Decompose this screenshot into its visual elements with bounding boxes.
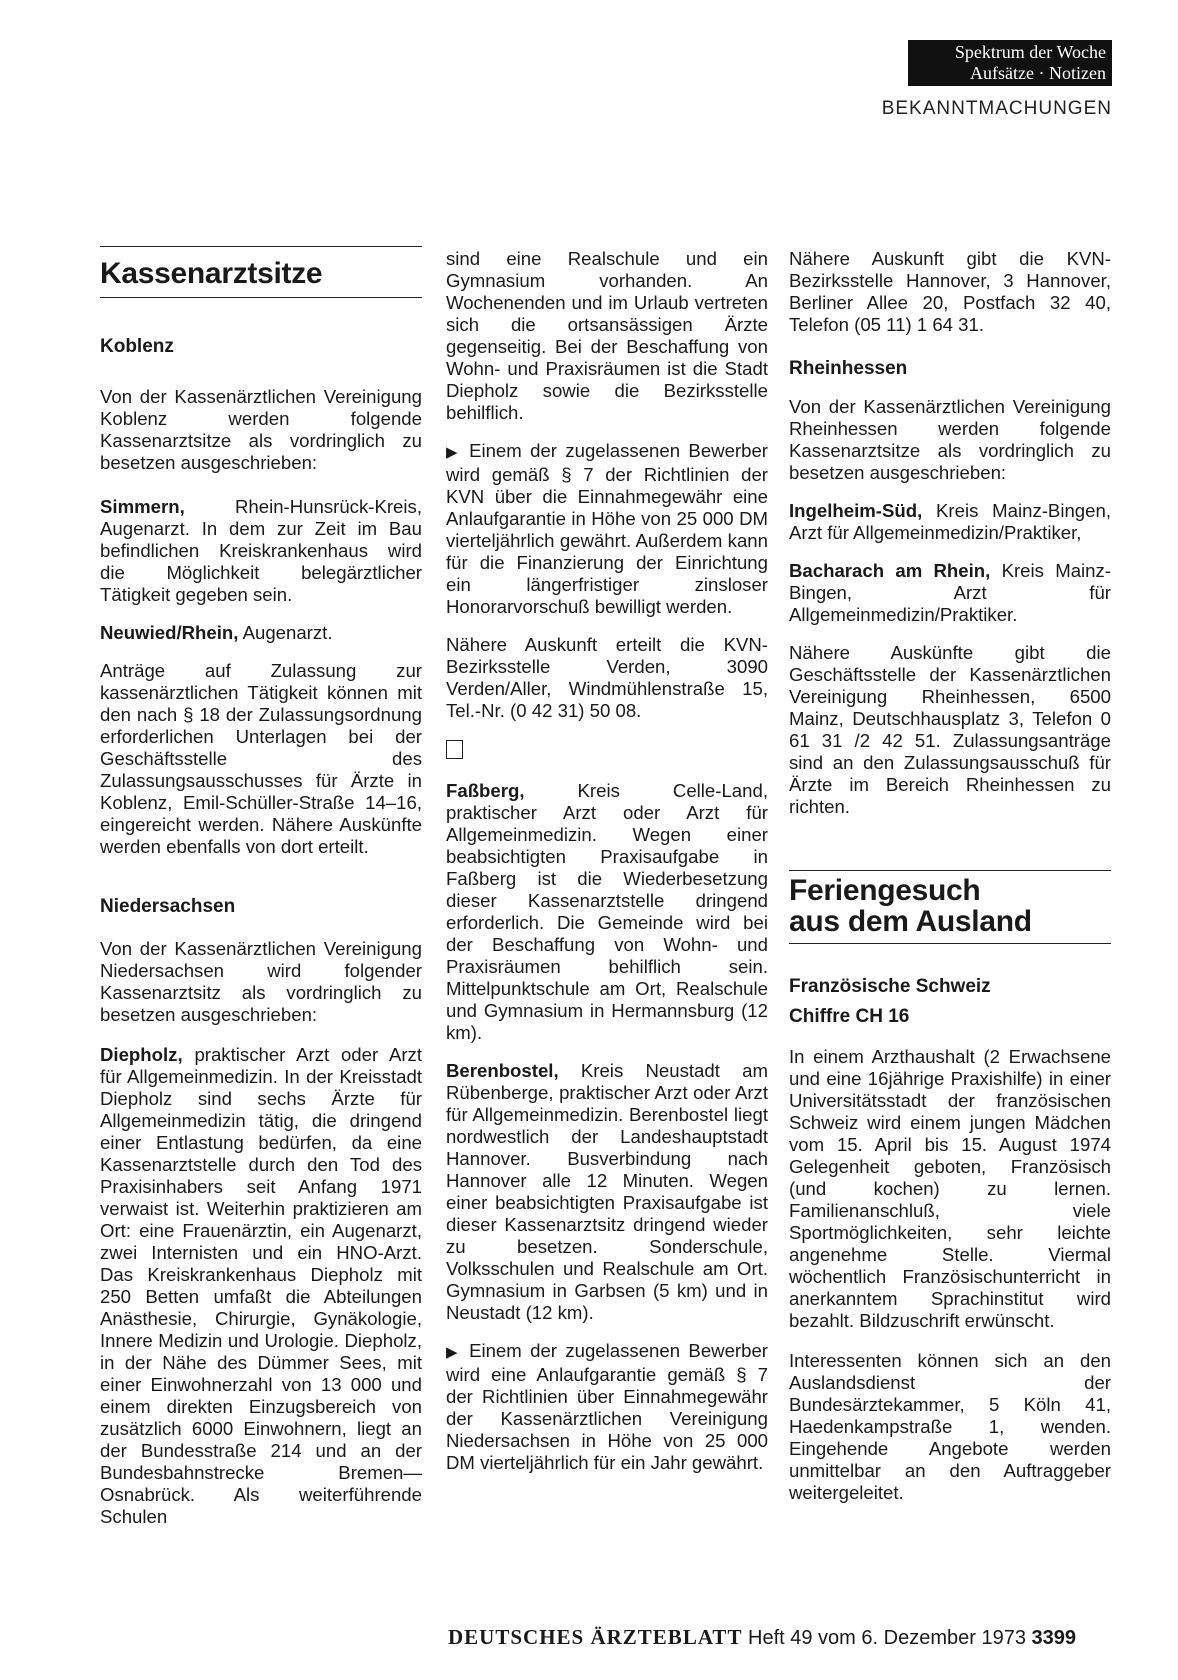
auskunft-verden: Nähere Auskunft erteilt die KVN-Bezirksstelle Verden, 3090 Verden/Aller, Windmühlenstraße 15, Tel.-Nr. (0 42 31) 50 08. [446,634,768,721]
ferien-interessenten: Interessenten können sich an den Auslandsdienst der Bundesärztekammer, 5 Köln 41, Haedenkampstraße 1, wenden. Eingehende Angebote werden unmittelbar an den Auftraggeber weitergeleitet. [789,1350,1111,1503]
masthead-line-1: Spektrum der Woche [954,42,1106,62]
simmern-text: Rhein-Hunsrück-Kreis, Augenarzt. In dem zur Zeit im Bau befindlichen Kreiskrankenhaus wird die Möglichkeit belegärztlicher Tätigkeit gegeben sein. [100,496,422,605]
fassberg-name: Faßberg, [446,780,525,801]
column-2 [446,248,768,1474]
ferien-title [789,875,1111,937]
diepholz-name: Diepholz, [100,1044,183,1065]
ingelheim-entry [789,500,1111,544]
berenbostel-text: Kreis Neustadt am Rübenberge, praktischer Arzt oder Arzt für Allgemeinmedizin. Berenbostel liegt nordwestlich der Landeshauptstadt Hannover. Busverbindung nach Hannover alle 12 Minuten. Wegen einer beabsichtigten Praxisaufgabe ist dieser Kassenarztsitz dringend wieder zu besetzen. Sonderschule, Volksschulen und Realschule am Ort. Gymnasium in Garbsen (5 km) und in Neustadt (12 km). [446,1060,768,1323]
berenbostel-name: Berenbostel, [446,1060,559,1081]
column-3 [789,248,1111,1504]
title-rule-bottom [100,297,422,298]
arrow-icon: ▶ [446,444,461,461]
diepholz-text: praktischer Arzt oder Arzt für Allgemeinmedizin. In der Kreisstadt Diepholz sind sechs Ärzte für Allgemeinmedizin tätig, die dringend einer Entlastung bedürfen, da eine Kassenarztstelle durch den Tod des Praxisinhabers seit Anfang 1971 verwaist ist. Weiterhin praktizieren am Ort: eine Frauenärztin, ein Augenarzt, zwei Internisten und ein HNO-Arzt. Das Kreiskrankenhaus Diepholz mit 250 Betten umfaßt die Abteilungen Anästhesie, Chirurgie, Gynäkologie, Innere Medizin und Urologie. Diepholz, in der Nähe des Dümmer Sees, mit einer Einwohnerzahl von 13 000 und einem direkten Einzugsbereich von zusätzlich 6000 Einwohnern, liegt an der Bundesstraße 214 und an der Bundesbahnstrecke Bremen—Osnabrück. Als weiterführende Schulen [100,1044,422,1527]
ferien-chiffre: Chiffre CH 16 [789,1006,910,1027]
ferien-text: In einem Arzthaushalt (2 Erwachsene und eine 16jährige Praxishilfe) in einer Universitätsstadt der französischen Schweiz wird einem jungen Mädchen vom 15. April bis 15. August 1974 Gelegenheit geboten, Französisch (und kochen) zu lernen. Familienanschluß, viele Sportmöglichkeiten, sehr leichte angenehme Stelle. Viermal wöchentlich Französischunterricht in anerkanntem Sprachinstitut wird bezahlt. Bildzuschrift erwünscht. [789,1046,1111,1331]
rheinhessen-auskuenfte: Nähere Auskünfte gibt die Geschäftsstelle der Kassenärztlichen Vereinigung Rheinhessen, 6500 Mainz, Deutschhausplatz 3, Telefon 0 61 31 /2 42 51. Zulassungsanträge sind an den Zulassungsausschuß für Ärzte im Bereich Rheinhessen zu richten. [789,642,1111,817]
ingelheim-name: Ingelheim-Süd, [789,500,923,521]
fassberg-entry [446,780,768,1044]
issue-info: Heft 49 vom 6. Dezember 1973 [748,1627,1026,1649]
box-icon [446,740,463,759]
separator-box [446,740,768,764]
ferien-rule-top [789,870,1111,871]
fassberg-text: Kreis Celle-Land, praktischer Arzt oder Arzt für Allgemeinmedizin. Wegen einer beabsichtigten Praxisaufgabe in Faßberg ist die Wiederbesetzung dieser Kassenarztstelle dringend erforderlich. Die Gemeinde wird bei der Beschaffung von Wohn- und Praxisräumen behilflich sein. Mittelpunktschule am Ort, Realschule und Gymnasium in Hermannsburg (12 km). [446,780,768,1043]
ferien-heading: Französische Schweiz [789,976,991,997]
garantie-1-text: Einem der zugelassenen Bewerber wird gemäß § 7 der Richtlinien der KVN über die Einnahmegewähr eine Anlaufgarantie in Höhe von 25 000 DM vierteljährlich gewährt. Außerdem kann für die Finanzierung der Einrichtung ein längerfristiger zinsloser Honorarvorschuß bewilligt werden. [446,440,768,617]
rheinhessen-intro: Von der Kassenärztlichen Vereinigung Rheinhessen werden folgende Kassenarztsitze als vordringlich zu besetzen ausgeschrieben: [789,396,1111,483]
neuwied-name: Neuwied/Rhein, [100,622,239,643]
section-label: BEKANNTMACHUNGEN [881,98,1112,119]
simmern-name: Simmern, [100,496,185,517]
column-1 [100,246,422,1528]
diepholz-entry [100,1044,422,1528]
diepholz-continued: sind eine Realschule und ein Gymnasium vorhanden. An Wochenenden und im Urlaub vertreten sich die ortsansässigen Ärzte gegenseitig. Bei der Beschaffung von Wohn- und Praxisräumen ist die Stadt Diepholz sowie die Bezirksstelle behilflich. [446,248,768,423]
ferien-title-line-2: aus dem Ausland [789,905,1032,938]
page-number: 3399 [1031,1627,1076,1649]
title-rule-top [100,246,422,247]
masthead-line-2: Aufsätze · Notizen [970,63,1106,83]
niedersachsen-intro: Von der Kassenärztlichen Vereinigung Niedersachsen wird folgender Kassenarztsitz als vordringlich zu besetzen ausgeschrieben: [100,938,422,1025]
garantie-1 [446,440,768,618]
page-footer [448,1625,1076,1650]
garantie-2-text: Einem der zugelassenen Bewerber wird eine Anlaufgarantie gemäß § 7 der Richtlinien über Einnahmegewähr der Kassenärztlichen Vereinigung Niedersachsen in Höhe von 25 000 DM vierteljährlich für ein Jahr gewährt. [446,1340,768,1473]
article-title: Kassenarztsitze [100,257,323,290]
koblenz-heading: Koblenz [100,336,174,357]
berenbostel-entry [446,1060,768,1324]
ingelheim-text: Kreis Mainz-Bingen, Arzt für Allgemeinmedizin/Praktiker, [789,500,1111,543]
niedersachsen-heading: Niedersachsen [100,896,236,917]
masthead [908,40,1112,86]
garantie-2 [446,1340,768,1474]
bacharach-text: Kreis Mainz-Bingen, Arzt für Allgemeinmedizin/Praktiker. [789,560,1111,625]
rheinhessen-heading: Rheinhessen [789,358,908,379]
neuwied-entry [100,622,422,644]
neuwied-text: Augenarzt. [242,622,333,643]
bacharach-name: Bacharach am Rhein, [789,560,991,581]
arrow-icon: ▶ [446,1344,461,1361]
koblenz-antraege: Anträge auf Zulassung zur kassenärztlichen Tätigkeit können mit den nach § 18 der Zulassungsordnung erforderlichen Unterlagen bei der Geschäftsstelle des Zulassungsausschusses für Ärzte in Koblenz, Emil-Schüller-Straße 14–16, eingereicht werden. Nähere Auskünfte werden ebenfalls von dort erteilt. [100,660,422,857]
auskunft-hannover: Nähere Auskunft gibt die KVN-Bezirksstelle Hannover, 3 Hannover, Berliner Allee 20, Postfach 32 40, Telefon (05 11) 1 64 31. [789,248,1111,335]
simmern-entry [100,496,422,606]
koblenz-intro: Von der Kassenärztlichen Vereinigung Koblenz werden folgende Kassenarztsitze als vordringlich zu besetzen ausgeschrieben: [100,386,422,473]
journal-name: DEUTSCHES ÄRZTEBLATT [448,1625,743,1649]
bacharach-entry [789,560,1111,626]
ferien-rule-bottom [789,943,1111,944]
ferien-title-line-1: Feriengesuch [789,874,981,907]
